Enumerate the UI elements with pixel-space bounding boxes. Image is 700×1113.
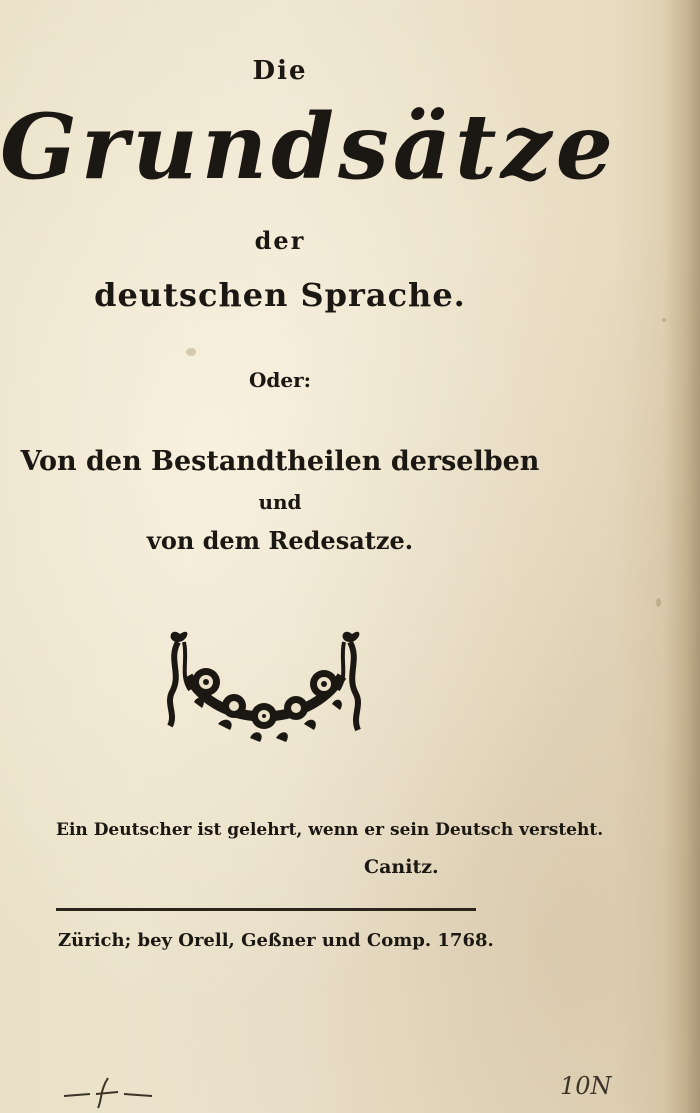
foxing-spot — [662, 318, 666, 322]
title-der: der — [254, 226, 306, 255]
page-edge-shadow — [664, 0, 700, 1113]
foxing-spot — [186, 348, 196, 356]
title-main: Grundsätze — [0, 94, 618, 200]
title-die: Die — [252, 56, 308, 86]
subtitle-line2: und — [258, 490, 302, 514]
subtitle-line3: von dem Redesatze. — [146, 526, 414, 555]
floral-garland-icon — [158, 620, 374, 756]
imprint-line: Zürich; bey Orell, Geßner und Comp. 1768. — [58, 930, 494, 951]
foxing-spot — [656, 598, 661, 607]
title-sprache: deutschen Sprache. — [94, 276, 466, 314]
motto-author: Canitz. — [364, 856, 439, 878]
divider-rule — [56, 908, 476, 911]
handwritten-shelfmark: 10N — [560, 1072, 612, 1100]
subtitle-oder: Oder: — [248, 368, 312, 392]
subtitle-line1: Von den Bestandtheilen derselben — [20, 446, 540, 477]
handwritten-mark-icon — [60, 1070, 160, 1110]
motto-text: Ein Deutscher ist gelehrt, wenn er sein Deutsch versteht. — [56, 820, 604, 840]
